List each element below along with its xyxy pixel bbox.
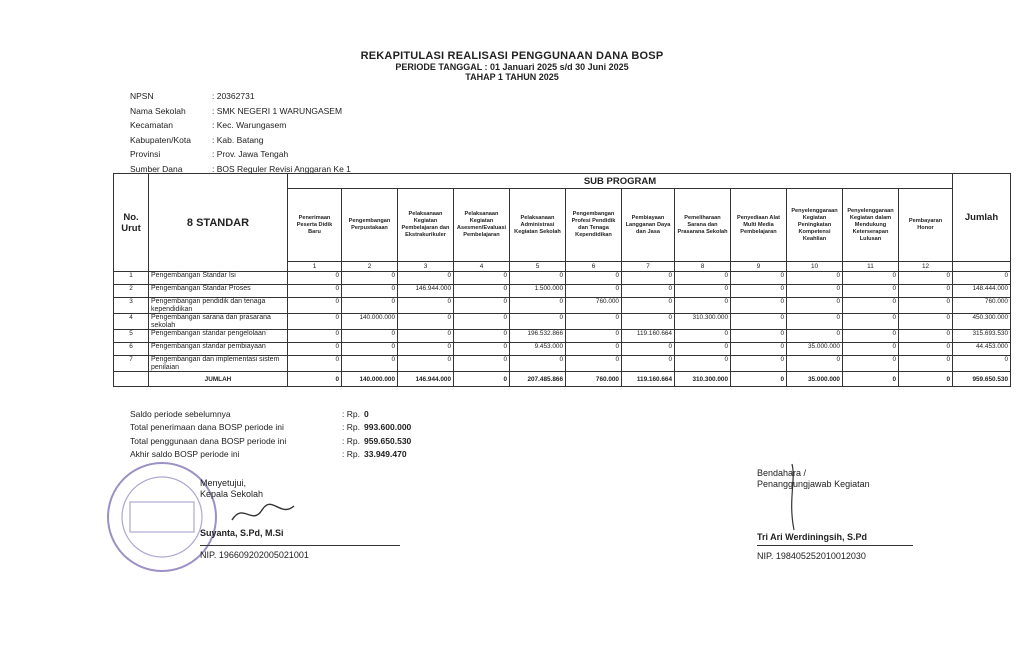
amount-cell: 0 (398, 330, 454, 343)
amount-cell: 0 (787, 356, 843, 372)
amount-cell: 0 (899, 298, 953, 314)
row-number: 6 (114, 343, 149, 356)
amount-cell: 0 (342, 298, 398, 314)
table-row (114, 298, 1011, 314)
total-amount: 35.000.000 (787, 372, 843, 387)
info-label: NPSN (130, 91, 154, 101)
amount-cell: 0 (731, 285, 787, 298)
table-row (114, 285, 1011, 298)
amount-cell: 0 (731, 272, 787, 285)
sub-program-header: SUB PROGRAM (288, 174, 953, 189)
grand-total: 959.650.530 (953, 372, 1011, 387)
treasurer-nip: NIP. 198405252010012030 (757, 551, 866, 561)
info-value: : 20362731 (212, 91, 255, 101)
no-urut-header: No. Urut (114, 174, 149, 272)
total-amount: 0 (454, 372, 510, 387)
amount-cell: 0 (342, 285, 398, 298)
amount-cell: 0 (675, 272, 731, 285)
summary-currency: : Rp. (342, 422, 360, 433)
signature-icon (228, 498, 298, 528)
amount-cell: 0 (454, 343, 510, 356)
amount-cell: 0 (398, 356, 454, 372)
amount-cell: 0 (566, 314, 622, 330)
amount-cell: 0 (288, 272, 342, 285)
total-amount: 0 (731, 372, 787, 387)
column-number: 11 (843, 262, 899, 272)
amount-cell: 9.453.000 (510, 343, 566, 356)
amount-cell: 0 (787, 314, 843, 330)
table-row (114, 330, 1011, 343)
info-row (130, 147, 351, 162)
info-label: Nama Sekolah (130, 105, 186, 116)
info-row (130, 133, 351, 148)
column-number: 6 (566, 262, 622, 272)
amount-cell: 0 (510, 272, 566, 285)
amount-cell: 0 (510, 298, 566, 314)
row-total: 450.300.000 (953, 314, 1011, 330)
amount-cell: 0 (288, 330, 342, 343)
column-number: 3 (398, 262, 454, 272)
info-row (130, 118, 351, 133)
total-empty (114, 372, 149, 387)
amount-cell: 0 (843, 285, 899, 298)
amount-cell: 0 (675, 285, 731, 298)
row-number: 3 (114, 298, 149, 314)
amount-cell: 0 (454, 314, 510, 330)
amount-cell: 0 (675, 330, 731, 343)
treasurer-title: Penanggungjawab Kegiatan (757, 479, 870, 489)
amount-cell: 0 (398, 272, 454, 285)
school-info (130, 89, 351, 176)
treasurer-label: Bendahara / (757, 468, 807, 478)
amount-cell: 0 (731, 298, 787, 314)
amount-cell: 0 (566, 343, 622, 356)
amount-cell: 0 (731, 356, 787, 372)
column-number: 9 (731, 262, 787, 272)
amount-cell: 119.160.664 (622, 330, 675, 343)
info-value: : Prov. Jawa Tengah (212, 149, 289, 159)
amount-cell: 0 (675, 343, 731, 356)
total-label: JUMLAH (149, 372, 288, 387)
column-header: Pengembangan Profesi Pendidik dan Tenaga Kependidikan (566, 189, 622, 262)
amount-cell: 0 (566, 330, 622, 343)
info-value: : Kab. Batang (212, 134, 264, 145)
row-total: 0 (953, 356, 1011, 372)
column-header: Penyelenggaraan Kegiatan Peningkatan Kompetensi Keahlian (787, 189, 843, 262)
row-total: 44.453.000 (953, 343, 1011, 356)
summary-label: Total penerimaan dana BOSP periode ini (130, 422, 284, 433)
principal-nip: NIP. 196609202005021001 (200, 550, 309, 560)
report-stage: TAHAP 1 TAHUN 2025 (465, 72, 559, 82)
amount-cell: 0 (342, 272, 398, 285)
amount-cell: 0 (566, 356, 622, 372)
total-amount: 207.485.866 (510, 372, 566, 387)
signature-icon (778, 460, 808, 535)
row-number: 2 (114, 285, 149, 298)
table-row (114, 314, 1011, 330)
summary-value: 33.949.470 (364, 448, 407, 459)
summary-row (130, 421, 411, 434)
amount-cell: 0 (622, 285, 675, 298)
amount-cell: 0 (899, 343, 953, 356)
column-header: Pemeliharaan Sarana dan Prasarana Sekolah (675, 189, 731, 262)
column-header: Pengembangan Perpustakaan (342, 189, 398, 262)
total-amount: 0 (899, 372, 953, 387)
treasurer-signature-line (757, 545, 913, 546)
standar-name: Pengembangan pendidik dan tenaga kependidikan (149, 298, 288, 314)
amount-cell: 0 (899, 285, 953, 298)
info-label: Kecamatan (130, 120, 173, 130)
amount-cell: 0 (454, 298, 510, 314)
amount-cell: 140.000.000 (342, 314, 398, 330)
amount-cell: 0 (622, 314, 675, 330)
amount-cell: 0 (675, 298, 731, 314)
amount-cell: 0 (510, 314, 566, 330)
row-total: 315.693.530 (953, 330, 1011, 343)
amount-cell: 0 (288, 298, 342, 314)
amount-cell: 146.944.000 (398, 285, 454, 298)
column-number: 5 (510, 262, 566, 272)
info-value: : SMK NEGERI 1 WARUNGASEM (212, 105, 343, 116)
column-number: 4 (454, 262, 510, 272)
info-label: Provinsi (130, 149, 161, 159)
standar-name: Pengembangan standar pembiayaan (149, 343, 288, 356)
standar-name: Pengembangan Standar Proses (149, 285, 288, 298)
amount-cell: 0 (342, 330, 398, 343)
amount-cell: 0 (899, 314, 953, 330)
row-total: 148.444.000 (953, 285, 1011, 298)
summary-row (130, 435, 411, 448)
report-period: PERIODE TANGGAL : 01 Januari 2025 s/d 30 Juni 2025 (395, 62, 629, 72)
amount-cell: 0 (342, 343, 398, 356)
amount-cell: 0 (398, 298, 454, 314)
amount-cell: 0 (843, 330, 899, 343)
column-header: Pembayaran Honor (899, 189, 953, 262)
amount-cell: 0 (288, 343, 342, 356)
column-number: 8 (675, 262, 731, 272)
column-number: 12 (899, 262, 953, 272)
amount-cell: 0 (454, 356, 510, 372)
summary-currency: : Rp. (342, 435, 360, 446)
column-number: 2 (342, 262, 398, 272)
amount-cell: 0 (288, 356, 342, 372)
amount-cell: 0 (454, 330, 510, 343)
summary-value: 993.600.000 (364, 422, 412, 433)
jumlah-header: Jumlah (953, 174, 1011, 262)
column-number: 1 (288, 262, 342, 272)
row-number: 1 (114, 272, 149, 285)
amount-cell: 0 (622, 272, 675, 285)
column-header: Pelaksanaan Kegiatan Pembelajaran dan Ekstrakurikuler (398, 189, 454, 262)
table-row (114, 343, 1011, 356)
amount-cell: 0 (787, 330, 843, 343)
amount-cell: 310.300.000 (675, 314, 731, 330)
summary-currency: : Rp. (342, 448, 360, 459)
summary-row (130, 408, 411, 421)
total-amount: 310.300.000 (675, 372, 731, 387)
amount-cell: 0 (510, 356, 566, 372)
amount-cell: 0 (566, 285, 622, 298)
info-value: : Kec. Warungasem (212, 120, 287, 130)
row-total: 760.000 (953, 298, 1011, 314)
row-number: 5 (114, 330, 149, 343)
column-number-empty (953, 262, 1011, 272)
info-label: Kabupaten/Kota (130, 134, 191, 145)
total-amount: 760.000 (566, 372, 622, 387)
treasurer-signature-block (757, 468, 870, 543)
amount-cell: 0 (342, 356, 398, 372)
amount-cell: 0 (731, 330, 787, 343)
amount-cell: 0 (622, 356, 675, 372)
info-label: Sumber Dana (130, 163, 183, 174)
amount-cell: 760.000 (566, 298, 622, 314)
amount-cell: 0 (622, 298, 675, 314)
total-row (114, 372, 1011, 387)
amount-cell: 0 (622, 343, 675, 356)
table-row (114, 356, 1011, 372)
amount-cell: 0 (731, 343, 787, 356)
principal-title: Kepala Sekolah (200, 489, 264, 499)
amount-cell: 0 (675, 356, 731, 372)
column-header: Penerimaan Peserta Didik Baru (288, 189, 342, 262)
standar-name: Pengembangan sarana dan prasarana sekolah (149, 314, 288, 330)
summary-value: 0 (364, 409, 369, 419)
column-header: Pembiayaan Langganan Daya dan Jasa (622, 189, 675, 262)
amount-cell: 0 (454, 285, 510, 298)
header-row (114, 174, 1011, 189)
principal-signature-line (200, 545, 400, 546)
row-number: 4 (114, 314, 149, 330)
amount-cell: 0 (843, 314, 899, 330)
amount-cell: 0 (899, 356, 953, 372)
amount-cell: 0 (843, 298, 899, 314)
amount-cell: 0 (843, 343, 899, 356)
column-header: Pelaksanaan Administrasi Kegiatan Sekolah (510, 189, 566, 262)
row-total: 0 (953, 272, 1011, 285)
standar-name: Pengembangan standar pengelolaan (149, 330, 288, 343)
amount-cell: 0 (787, 298, 843, 314)
total-amount: 140.000.000 (342, 372, 398, 387)
total-amount: 0 (843, 372, 899, 387)
amount-cell: 0 (787, 285, 843, 298)
amount-cell: 0 (843, 272, 899, 285)
approval-label: Menyetujui, (200, 478, 247, 488)
summary-label: Akhir saldo BOSP periode ini (130, 448, 240, 459)
summary-label: Total penggunaan dana BOSP periode ini (130, 435, 287, 446)
amount-cell: 0 (454, 272, 510, 285)
amount-cell: 35.000.000 (787, 343, 843, 356)
column-number: 7 (622, 262, 675, 272)
summary-label: Saldo periode sebelumnya (130, 409, 231, 419)
principal-name: Suyanta, S.Pd, M.Si (200, 528, 284, 538)
amount-cell: 0 (288, 285, 342, 298)
row-number: 7 (114, 356, 149, 372)
amount-cell: 0 (398, 314, 454, 330)
amount-cell: 0 (566, 272, 622, 285)
amount-cell: 0 (398, 343, 454, 356)
standar-name: Pengembangan Standar Isi (149, 272, 288, 285)
amount-cell: 0 (787, 272, 843, 285)
total-amount: 119.160.664 (622, 372, 675, 387)
info-row (130, 89, 351, 104)
amount-cell: 0 (899, 330, 953, 343)
amount-cell: 0 (899, 272, 953, 285)
amount-cell: 0 (843, 356, 899, 372)
summary-currency: : Rp. (342, 409, 360, 419)
info-row (130, 104, 351, 119)
total-amount: 0 (288, 372, 342, 387)
column-number: 10 (787, 262, 843, 272)
treasurer-name: Tri Ari Werdiningsih, S.Pd (757, 532, 868, 542)
standar-header: 8 STANDAR (149, 174, 288, 272)
report-title: REKAPITULASI REALISASI PENGGUNAAN DANA BOSP (360, 50, 664, 62)
column-header: Penyediaan Alat Multi Media Pembelajaran (731, 189, 787, 262)
summary-value: 959.650.530 (364, 435, 412, 446)
fund-summary (130, 408, 411, 461)
total-amount: 146.944.000 (398, 372, 454, 387)
amount-cell: 196.532.866 (510, 330, 566, 343)
amount-cell: 0 (731, 314, 787, 330)
bosp-table (113, 173, 1011, 387)
amount-cell: 1.500.000 (510, 285, 566, 298)
column-header: Pelaksanaan Kegiatan Asesmen/Evaluasi Pembelajaran (454, 189, 510, 262)
info-value: : BOS Reguler Revisi Anggaran Ke 1 (212, 163, 351, 174)
table-row (114, 272, 1011, 285)
standar-name: Pengembangan dan implementasi sistem penilaian (149, 356, 288, 372)
amount-cell: 0 (288, 314, 342, 330)
column-header: Penyelenggaraan Kegiatan dalam Mendukung Keterserapan Lulusan (843, 189, 899, 262)
